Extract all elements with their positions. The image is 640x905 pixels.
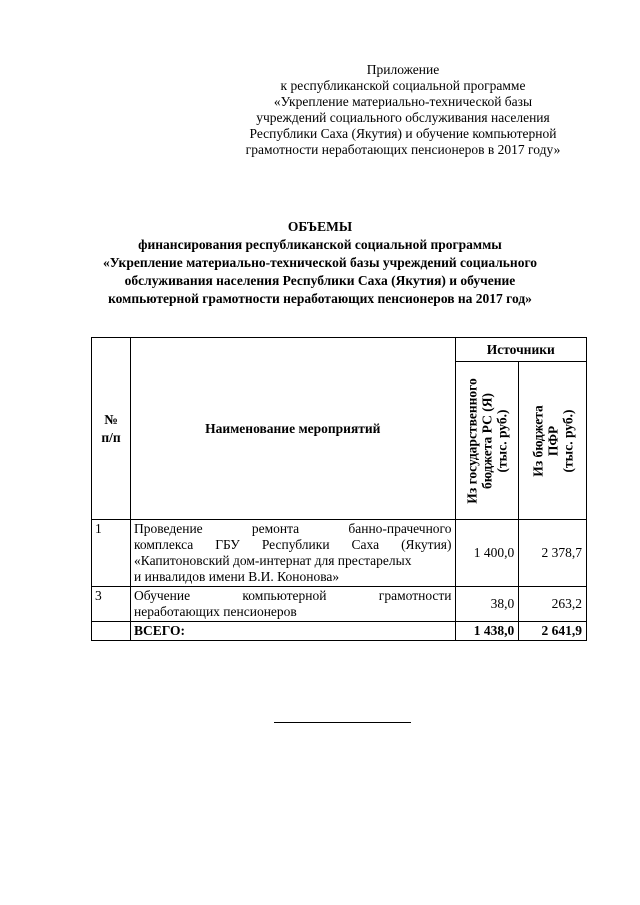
annex-line: грамотности неработающих пенсионеров в 2017 году» (245, 142, 561, 157)
title-heading: ОБЪЕМЫ (287, 219, 353, 234)
row-word: (Якутия) (401, 537, 452, 552)
row-name (131, 587, 456, 622)
row-name (131, 520, 456, 587)
row-word: банно-прачечного (348, 521, 452, 536)
row-number: 1 (92, 520, 131, 587)
header-rs-budget (455, 362, 519, 520)
header-num-line1: № (104, 411, 118, 427)
annex-line: учреждений социального обслуживания населения (256, 110, 550, 125)
total-label: ВСЕГО: (131, 622, 456, 641)
funding-table (91, 337, 587, 641)
row-number: 3 (92, 587, 131, 622)
header-sources: Источники (455, 338, 586, 362)
title-line: обслуживания населения Республики Саха (Якутия) и обучение (124, 273, 516, 288)
row-word: комплекса (134, 537, 194, 552)
header-pfr-line1: Из бюджета (530, 404, 546, 477)
row-line: «Капитоновский дом-интернат для престарелых (134, 553, 412, 568)
row-pfr-value: 2 378,7 (519, 520, 587, 587)
row-rs-value: 1 400,0 (455, 520, 519, 587)
annex-line: Республики Саха (Якутия) и обучение компьютерной (249, 126, 557, 141)
header-num-line2: п/п (101, 429, 121, 445)
header-rs-line3: (тыс. руб.) (494, 409, 510, 472)
row-rs-value: 38,0 (455, 587, 519, 622)
total-empty-cell (92, 622, 131, 641)
title-line: компьютерной грамотности неработающих пенсионеров на 2017 год» (108, 291, 532, 306)
header-num (92, 338, 131, 520)
separator-line (274, 722, 411, 723)
total-rs-value: 1 438,0 (455, 622, 519, 641)
row-word: Республики (261, 537, 330, 552)
table-header-row (92, 338, 587, 362)
total-row (92, 622, 587, 641)
row-word: Проведение (134, 521, 203, 536)
annex-block (200, 62, 606, 158)
row-word: компьютерной (242, 588, 327, 603)
header-pfr-line3: (тыс. руб.) (560, 409, 576, 472)
header-pfr-budget (519, 362, 587, 520)
header-rs-line2: бюджета РС (Я) (479, 392, 495, 489)
row-word: грамотности (378, 588, 452, 603)
row-pfr-value: 263,2 (519, 587, 587, 622)
header-pfr-line2: ПФР (545, 425, 561, 456)
row-word: ГБУ (215, 537, 240, 552)
annex-line: «Укрепление материально-технической базы (273, 94, 533, 109)
row-line: и инвалидов имени В.И. Кононова» (134, 569, 340, 584)
table-row (92, 520, 587, 587)
header-rs-line1: Из государственного (464, 377, 480, 504)
row-line: неработающих пенсионеров (134, 604, 297, 619)
table-row (92, 587, 587, 622)
title-line: финансирования республиканской социальной программы (138, 237, 502, 252)
header-name: Наименование мероприятий (131, 338, 456, 520)
annex-line: к республиканской социальной программе (280, 78, 526, 93)
annex-line: Приложение (366, 62, 440, 77)
row-word: Обучение (134, 588, 191, 603)
total-pfr-value: 2 641,9 (519, 622, 587, 641)
document-title (60, 218, 580, 308)
row-word: Саха (351, 537, 380, 552)
row-word: ремонта (251, 521, 300, 536)
title-line: «Укрепление материально-технической базы учреждений социального (102, 255, 538, 270)
